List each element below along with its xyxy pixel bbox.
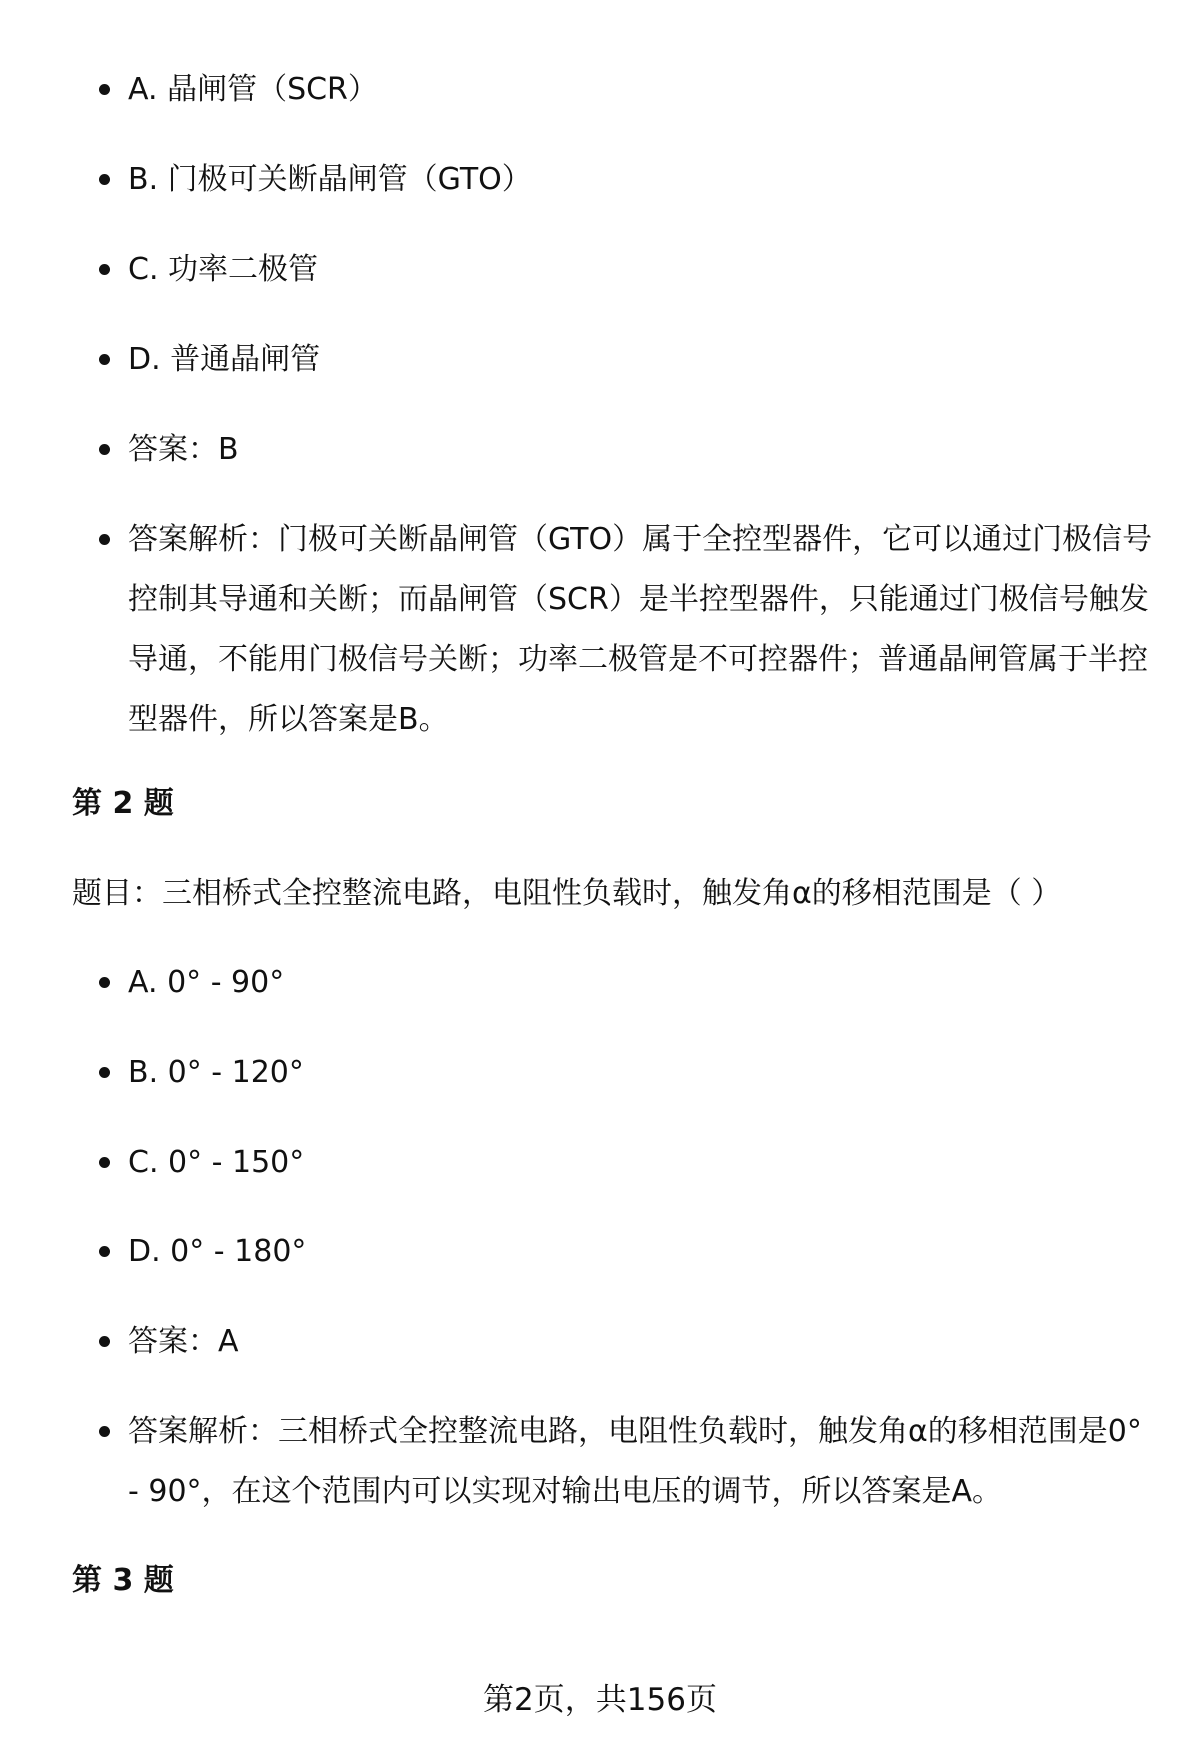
answer-text: 答案：B <box>128 432 239 467</box>
bullet-icon <box>99 1336 110 1347</box>
q1-analysis <box>0 510 1200 750</box>
q1-option-a <box>0 60 1200 120</box>
q2-option-b <box>0 1043 1200 1103</box>
q1-option-list <box>0 60 1200 120</box>
bullet-icon <box>99 84 110 95</box>
page-footer: 第2页，共156页 <box>483 1682 717 1718</box>
q2-option-d <box>0 1222 1200 1282</box>
option-text: C. 0° - 150° <box>128 1145 305 1180</box>
q1-option-d <box>0 330 1200 390</box>
bullet-icon <box>99 444 110 455</box>
q1-option-c <box>0 240 1200 300</box>
answer-text: 答案：A <box>128 1324 239 1359</box>
option-text: A. 0° - 90° <box>128 965 285 1000</box>
q1-answer <box>0 420 1200 480</box>
option-text: B. 门极可关断晶闸管（GTO） <box>128 162 532 197</box>
bullet-icon <box>99 1157 110 1168</box>
option-text: D. 0° - 180° <box>128 1234 307 1269</box>
q2-stem: 题目：三相桥式全控整流电路，电阻性负载时，触发角α的移相范围是（ ） <box>72 876 1062 911</box>
q2-answer <box>0 1312 1200 1372</box>
bullet-icon <box>99 354 110 365</box>
option-text: B. 0° - 120° <box>128 1055 304 1090</box>
option-text: A. 晶闸管（SCR） <box>128 72 378 107</box>
q2-analysis <box>0 1402 1200 1522</box>
bullet-icon <box>99 1426 110 1437</box>
bullet-icon <box>99 174 110 185</box>
q2-option-a <box>0 953 1200 1013</box>
bullet-icon <box>99 534 110 545</box>
bullet-icon <box>99 264 110 275</box>
analysis-text: 答案解析：三相桥式全控整流电路，电阻性负载时，触发角α的移相范围是0° - 90°，在这个范围内可以实现对输出电压的调节，所以答案是A。 <box>128 1414 1142 1509</box>
q3-heading: 第 3 题 <box>72 1563 174 1598</box>
bullet-icon <box>99 1067 110 1078</box>
q1-option-b <box>0 150 1200 210</box>
q2-option-c <box>0 1133 1200 1193</box>
bullet-icon <box>99 1246 110 1257</box>
q2-heading: 第 2 题 <box>72 786 174 821</box>
bullet-icon <box>99 977 110 988</box>
option-text: D. 普通晶闸管 <box>128 342 321 377</box>
option-text: C. 功率二极管 <box>128 252 319 287</box>
analysis-text: 答案解析：门极可关断晶闸管（GTO）属于全控型器件，它可以通过门极信号控制其导通和关断；而晶闸管（SCR）是半控型器件，只能通过门极信号触发导通，不能用门极信号关断；功率二极管是不可控器件；普通晶闸管属于半控型器件，所以答案是B。 <box>128 522 1153 737</box>
